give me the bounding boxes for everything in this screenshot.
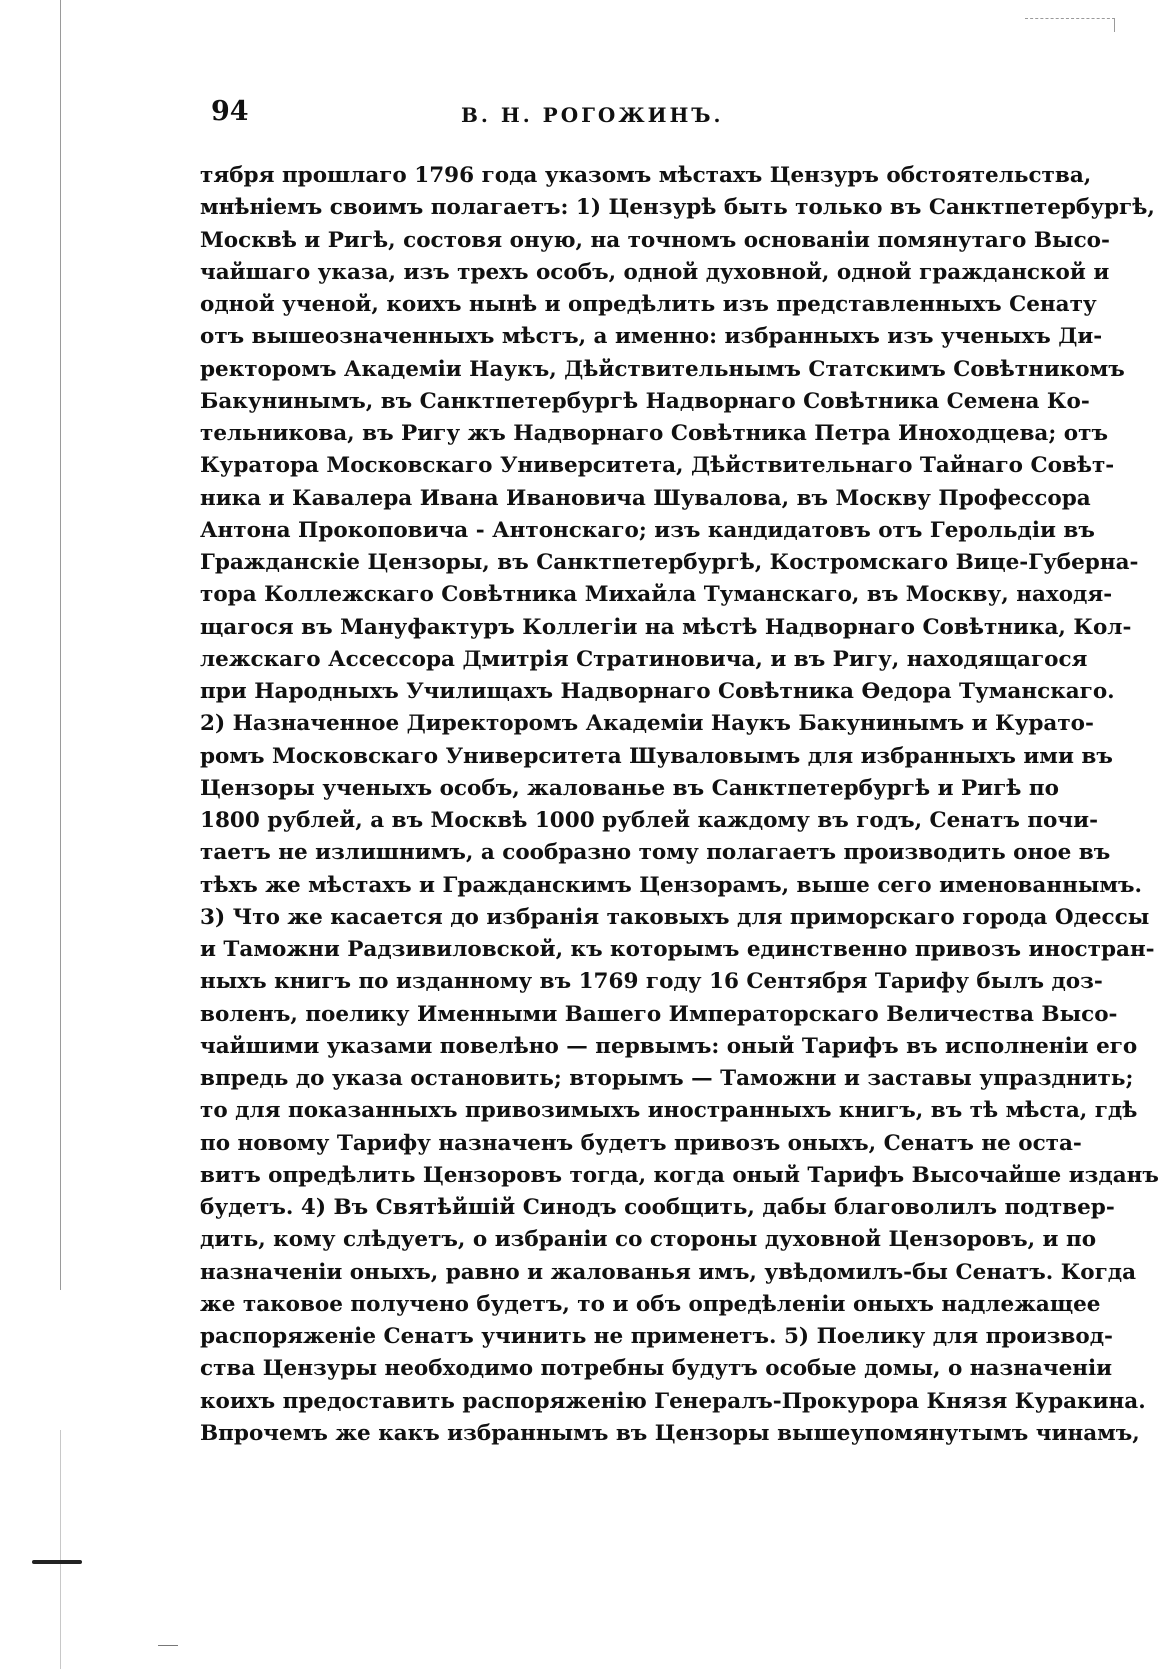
text-line: таетъ не излишнимъ, а сообразно тому полагаетъ производить оное въ [200,840,1111,866]
text-line: Гражданскіе Цензоры, въ Санктпетербургѣ, Костромскаго Вице-Губерна- [200,550,1139,575]
text-line: и Таможни Радзивиловской, къ которымъ единственно привозъ иностран- [200,937,1155,962]
text-line: будетъ. 4) Въ Святѣйшій Синодъ сообщить, дабы благоволилъ подтвер- [200,1195,1115,1220]
page-number: 94 [211,96,249,127]
text-line: витъ опредѣлить Цензоровъ тогда, когда оный Тарифъ Высочайше изданъ [200,1162,1159,1188]
text-line: то для показанныхъ привозимыхъ иностранныхъ книгъ, въ тѣ мѣста, гдѣ [200,1098,1138,1124]
scan-mark-top-tick [1114,18,1115,32]
text-line: Бакунинымъ, въ Санктпетербургѣ Надворнаго Совѣтника Семена Ко- [200,388,1090,414]
text-line: тельникова, въ Ригу жъ Надворнаго Совѣтника Петра Иноходцева; отъ [200,421,1108,446]
text-line: дить, кому слѣдуетъ, о избраніи со стороны духовной Цензоровъ, и по [200,1227,1097,1253]
text-line: Цензоры ученыхъ особъ, жалованье въ Санктпетербургѣ и Ригѣ по [200,775,1059,801]
text-line: одной ученой, коихъ нынѣ и опредѣлить изъ представленныхъ Сенату [200,292,1097,317]
text-line: ромъ Московскаго Университета Шуваловымъ для избранныхъ ими въ [200,743,1113,769]
scan-edge-left [60,0,61,1290]
text-line: тября прошлаго 1796 года указомъ мѣстахъ Цензуръ обстоятельства, [200,163,1092,188]
text-line: тѣхъ же мѣстахъ и Гражданскимъ Цензорамъ, выше сего именованнымъ. [200,872,1143,898]
scan-mark-bottom [158,1645,178,1646]
text-line: распоряженіе Сенатъ учинить не применетъ. 5) Поелику для производ- [200,1324,1113,1349]
text-line: Куратора Московскаго Университета, Дѣйствительнаго Тайнаго Совѣт- [200,453,1115,479]
text-line: по новому Тарифу назначенъ будетъ привозъ оныхъ, Сенатъ не оста- [200,1130,1082,1156]
text-line: коихъ предоставить распоряженію Генералъ-Прокурора Князя Куракина. [200,1388,1146,1414]
text-line: Москвѣ и Ригѣ, состовя оную, на точномъ основаніи помянутаго Высо- [200,227,1110,253]
text-line: 1800 рублей, а въ Москвѣ 1000 рублей каждому въ годъ, Сенатъ почи- [200,808,1099,833]
text-line: 2) Назначенное Директоромъ Академіи Наукъ Бакунинымъ и Курато- [200,711,1094,737]
body-text [200,160,1159,1450]
scan-edge-left-lower [60,1430,61,1669]
text-line: Впрочемъ же какъ избраннымъ въ Цензоры вышеупомянутымъ чинамъ, [200,1420,1140,1446]
text-line: мнѣніемъ своимъ полагаетъ: 1) Цензурѣ быть только въ Санктпетербургѣ, [200,195,1155,221]
text-line: при Народныхъ Училищахъ Надворнаго Совѣтника Ѳедора Туманскаго. [200,679,1115,704]
text-line: Антона Прокоповича - Антонскаго; изъ кандидатовъ отъ Герольдіи въ [200,517,1095,543]
scan-mark-top [1025,18,1115,20]
text-line: назначеніи оныхъ, равно и жалованья имъ, увѣдомилъ-бы Сенатъ. Когда [200,1259,1137,1285]
text-line: воленъ, поелику Именными Вашего Императорскаго Величества Высо- [200,1001,1118,1027]
text-line: отъ вышеозначенныхъ мѣстъ, а именно: избранныхъ изъ ученыхъ Ди- [200,324,1103,350]
text-line: ника и Кавалера Ивана Ивановича Шувалова, въ Москву Профессора [200,485,1091,511]
text-line: 3) Что же касается до избранія таковыхъ для приморскаго города Одессы [200,904,1150,930]
text-line: лежскаго Ассессора Дмитрія Стратиновича, и въ Ригу, находящагося [200,646,1088,672]
scan-mark-margin [32,1560,82,1564]
text-line: ныхъ книгъ по изданному въ 1769 году 16 Сентября Тарифу былъ доз- [200,969,1103,995]
text-line: впредь до указа остановить; вторымъ — Таможни и заставы упразднить; [200,1066,1134,1091]
text-line: тора Коллежскаго Совѣтника Михайла Туманскаго, въ Москву, находя- [200,582,1113,608]
text-line: ректоромъ Академіи Наукъ, Дѣйствительнымъ Статскимъ Совѣтникомъ [200,356,1125,382]
text-line: же таковое получено будетъ, то и объ опредѣленіи оныхъ надлежащее [200,1291,1101,1317]
running-head: В. Н. РОГОЖИНЪ. [461,103,724,127]
page-header [211,96,1011,132]
text-line: ства Цензуры необходимо потребны будутъ особые домы, о назначеніи [200,1356,1113,1382]
text-line: щагося въ Мануфактуръ Коллегіи на мѣстѣ Надворнаго Совѣтника, Кол- [200,614,1132,640]
text-line: чайшими указами повелѣно — первымъ: оный Тарифъ въ исполненіи его [200,1033,1138,1059]
text-line: чайшаго указа, изъ трехъ особъ, одной духовной, одной гражданской и [200,259,1110,285]
